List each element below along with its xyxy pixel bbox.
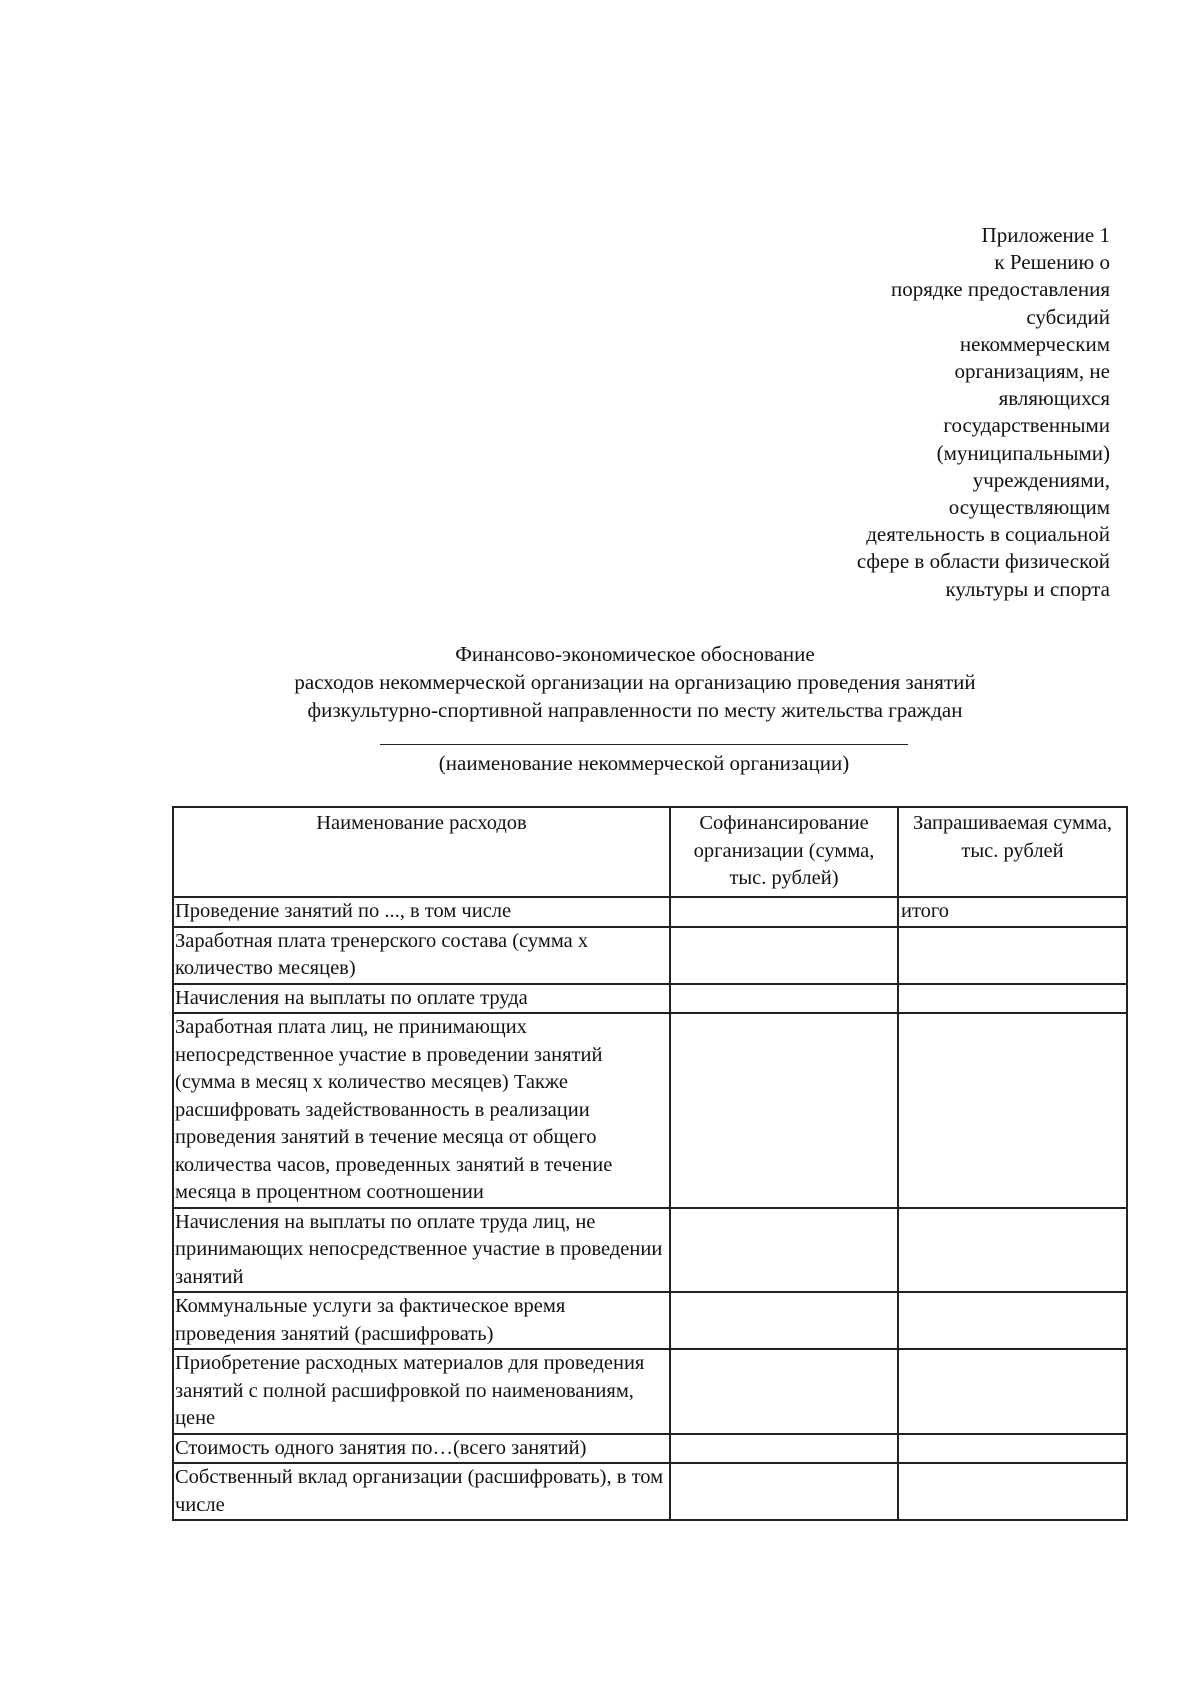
row-cofinancing [670, 927, 898, 984]
appendix-line: сфере в области физической [856, 549, 1110, 574]
appendix-line: Приложение 1 [981, 223, 1110, 247]
row-expense-name: Коммунальные услуги за фактическое время проведения занятий (расшифровать) [173, 1292, 670, 1349]
appendix-line: осуществляющим [948, 495, 1110, 520]
row-requested [898, 1463, 1127, 1520]
appendix-line: к Решению о [994, 250, 1110, 275]
row-cofinancing [670, 1292, 898, 1349]
header-requested: Запрашиваемая сумма, тыс. рублей [898, 807, 1127, 897]
title-line-1: Финансово-экономическое обоснование [455, 642, 815, 666]
appendix-line: культуры и спорта [945, 576, 1110, 601]
row-requested: итого [898, 897, 1127, 927]
appendix-line: порядке предоставления [891, 277, 1110, 302]
row-cofinancing [670, 1463, 898, 1520]
table-row [173, 1463, 1127, 1520]
row-requested [898, 1434, 1127, 1464]
row-cofinancing [670, 1434, 898, 1464]
appendix-line: субсидий [1026, 304, 1110, 329]
row-cofinancing [670, 1349, 898, 1434]
table-row [173, 1013, 1127, 1208]
table-row [173, 1434, 1127, 1464]
row-expense-name: Начисления на выплаты по оплате труда лиц, не принимающих непосредственное участие в проведении занятий [173, 1208, 670, 1293]
org-name-caption: (наименование некоммерческой организации) [438, 751, 850, 775]
row-expense-name: Собственный вклад организации (расшифровать), в том числе [173, 1463, 670, 1520]
document-title [0, 640, 1200, 724]
appendix-line: учреждениями, [972, 467, 1110, 492]
row-cofinancing [670, 984, 898, 1014]
row-requested [898, 1292, 1127, 1349]
table-row [173, 1208, 1127, 1293]
table-header-row [173, 807, 1127, 897]
row-expense-name: Начисления на выплаты по оплате труда [173, 984, 670, 1014]
row-requested [898, 927, 1127, 984]
header-expense-name: Наименование расходов [173, 807, 670, 897]
appendix-line: организациям, не [954, 359, 1110, 384]
row-cofinancing [670, 897, 898, 927]
row-expense-name: Проведение занятий по ..., в том числе [173, 897, 670, 927]
appendix-line: (муниципальными) [936, 440, 1110, 465]
appendix-line: являющихся [998, 386, 1110, 411]
row-requested [898, 1013, 1127, 1208]
org-name-blank-line [380, 744, 908, 745]
title-line-3: физкультурно-спортивной направленности по месту жительства граждан [307, 698, 963, 722]
row-requested [898, 984, 1127, 1014]
row-expense-name: Приобретение расходных материалов для проведения занятий с полной расшифровкой по наименованиям, цене [173, 1349, 670, 1434]
table-row [173, 1292, 1127, 1349]
table-row [173, 897, 1127, 927]
row-expense-name: Стоимость одного занятия по…(всего занятий) [173, 1434, 670, 1464]
table-row [173, 1349, 1127, 1434]
appendix-line: государственными [943, 413, 1110, 438]
table-row [173, 927, 1127, 984]
row-requested [898, 1208, 1127, 1293]
row-cofinancing [670, 1013, 898, 1208]
row-expense-name: Заработная плата лиц, не принимающих непосредственное участие в проведении занятий (сумма в месяц х количество месяцев) Также расшифровать задействованность в реализации проведения занятий в течение месяца от общего количества часов, проведенных занятий в течение месяца в процентном соотношении [173, 1013, 670, 1208]
header-cofinancing: Софинансирование организации (сумма, тыс. рублей) [670, 807, 898, 897]
appendix-line: некоммерческим [959, 331, 1110, 356]
appendix-line: деятельность в социальной [866, 522, 1110, 547]
row-cofinancing [670, 1208, 898, 1293]
row-requested [898, 1349, 1127, 1434]
title-line-2: расходов некоммерческой организации на организацию проведения занятий [294, 670, 976, 694]
expenses-table [172, 806, 1128, 1521]
table-row [173, 984, 1127, 1014]
row-expense-name: Заработная плата тренерского состава (сумма х количество месяцев) [173, 927, 670, 984]
appendix-header [770, 222, 1110, 603]
